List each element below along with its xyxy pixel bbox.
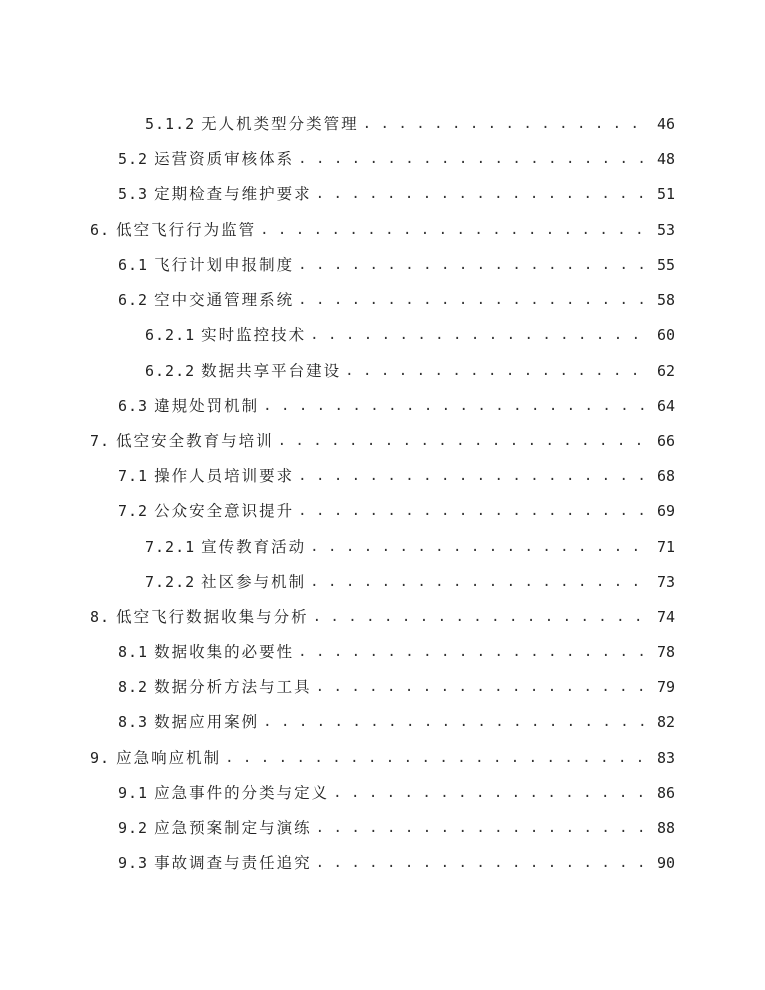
toc-page-number: 55	[656, 256, 675, 274]
toc-entry-label	[118, 675, 316, 699]
toc-entry-label	[118, 147, 298, 171]
toc-entry-title: 違規处罚机制	[154, 397, 260, 415]
toc-entry-number: 9.	[90, 749, 111, 767]
toc-entry-number: 5.1.2	[145, 115, 196, 133]
toc-entry-label	[145, 359, 345, 383]
toc-entry[interactable]	[118, 675, 675, 699]
toc-dot-leader	[363, 112, 651, 136]
toc-entry[interactable]	[118, 147, 675, 171]
toc-entry-number: 8.2	[118, 678, 149, 696]
toc-entry[interactable]	[118, 640, 675, 664]
toc-entry-number: 6.2.1	[145, 326, 196, 344]
toc-entry-title: 应急响应机制	[116, 749, 222, 767]
toc-entry-label	[145, 323, 310, 347]
toc-entry[interactable]	[118, 464, 675, 488]
toc-entry-label	[118, 253, 298, 277]
toc-entry[interactable]	[118, 781, 675, 805]
toc-dot-leader	[278, 429, 651, 453]
toc-dot-leader	[225, 746, 651, 770]
toc-entry[interactable]	[145, 359, 675, 383]
toc-entry-title: 低空安全教育与培训	[116, 432, 274, 450]
toc-entry[interactable]	[118, 288, 675, 312]
toc-entry-title: 公众安全意识提升	[154, 502, 295, 520]
toc-page-number: 68	[656, 467, 675, 485]
toc-dot-leader	[298, 288, 651, 312]
toc-dot-leader	[298, 464, 651, 488]
toc-entry-label	[118, 288, 298, 312]
toc-entry[interactable]	[118, 253, 675, 277]
toc-entry-number: 5.3	[118, 185, 149, 203]
toc-entry[interactable]	[118, 499, 675, 523]
toc-entry-title: 应急事件的分类与定义	[154, 784, 330, 802]
toc-dot-leader	[316, 851, 651, 875]
toc-page-number: 82	[656, 713, 675, 731]
toc-entry-label	[145, 112, 363, 136]
toc-entry-number: 9.3	[118, 854, 149, 872]
toc-entry-label	[118, 464, 298, 488]
toc-entry-number: 7.2	[118, 502, 149, 520]
toc-entry-label	[118, 394, 263, 418]
toc-page-number: 71	[656, 538, 675, 556]
toc-entry-title: 定期检查与维护要求	[154, 185, 312, 203]
toc-entry-title: 飞行计划申报制度	[154, 256, 295, 274]
toc-page-number: 60	[656, 326, 675, 344]
toc-dot-leader	[316, 675, 651, 699]
toc-page-number: 74	[656, 608, 675, 626]
toc-page-number: 78	[656, 643, 675, 661]
toc-entry-title: 低空飞行行为监管	[116, 221, 257, 239]
toc-entry-title: 数据共享平台建设	[201, 362, 342, 380]
toc-dot-leader	[298, 253, 651, 277]
toc-entry[interactable]	[90, 218, 675, 242]
toc-page-number: 86	[656, 784, 675, 802]
toc-entry-number: 7.1	[118, 467, 149, 485]
toc-entry-label	[90, 218, 260, 242]
toc-page-number: 79	[656, 678, 675, 696]
toc-entry-title: 运营资质审核体系	[154, 150, 295, 168]
toc-page-number: 66	[656, 432, 675, 450]
toc-entry[interactable]	[145, 535, 675, 559]
toc-page-number: 46	[656, 115, 675, 133]
toc-entry-title: 社区参与机制	[201, 573, 307, 591]
toc-entry-label	[118, 640, 298, 664]
toc-entry-label	[118, 182, 316, 206]
toc-page-number: 90	[656, 854, 675, 872]
toc-entry-title: 数据分析方法与工具	[154, 678, 312, 696]
toc-entry-label	[118, 781, 333, 805]
toc-entry-title: 实时监控技术	[201, 326, 307, 344]
toc-entry-title: 事故调查与责任追究	[154, 854, 312, 872]
toc-dot-leader	[333, 781, 651, 805]
toc-entry-number: 6.	[90, 221, 111, 239]
toc-entry-number: 7.2.2	[145, 573, 196, 591]
toc-entry-title: 宣传教育活动	[201, 538, 307, 556]
toc-entry[interactable]	[90, 605, 675, 629]
toc-entry[interactable]	[118, 851, 675, 875]
toc-page-number: 69	[656, 502, 675, 520]
toc-entry-title: 低空飞行数据收集与分析	[116, 608, 309, 626]
toc-entry-label	[118, 851, 316, 875]
toc-entry-label	[145, 535, 310, 559]
toc-dot-leader	[310, 570, 651, 594]
toc-entry-label	[145, 570, 310, 594]
toc-dot-leader	[310, 323, 651, 347]
toc-entry[interactable]	[118, 182, 675, 206]
toc-page-number: 64	[656, 397, 675, 415]
toc-dot-leader	[298, 499, 651, 523]
toc-entry-label	[118, 710, 263, 734]
toc-dot-leader	[313, 605, 651, 629]
toc-dot-leader	[298, 147, 651, 171]
toc-page-number: 88	[656, 819, 675, 837]
toc-dot-leader	[316, 816, 651, 840]
toc-page-number: 58	[656, 291, 675, 309]
toc-entry-label	[90, 746, 225, 770]
toc-entry[interactable]	[118, 816, 675, 840]
toc-entry-title: 空中交通管理系统	[154, 291, 295, 309]
toc-entry-number: 7.	[90, 432, 111, 450]
toc-entry-number: 9.2	[118, 819, 149, 837]
toc-entry-number: 5.2	[118, 150, 149, 168]
toc-entry-number: 6.1	[118, 256, 149, 274]
toc-dot-leader	[260, 218, 651, 242]
toc-page-number: 83	[656, 749, 675, 767]
toc-entry-title: 数据应用案例	[154, 713, 260, 731]
toc-entry-title: 数据收集的必要性	[154, 643, 295, 661]
toc-entry-label	[90, 429, 278, 453]
toc-entry[interactable]	[145, 323, 675, 347]
toc-entry[interactable]	[118, 710, 675, 734]
toc-dot-leader	[298, 640, 651, 664]
toc-entry-label	[90, 605, 313, 629]
toc-page-number: 48	[656, 150, 675, 168]
toc-entry-label	[118, 499, 298, 523]
toc-page-number: 51	[656, 185, 675, 203]
toc-entry-number: 8.1	[118, 643, 149, 661]
toc-entry[interactable]	[90, 746, 675, 770]
toc-dot-leader	[310, 535, 651, 559]
toc-page-number: 73	[656, 573, 675, 591]
toc-entry-number: 6.2	[118, 291, 149, 309]
toc-entry-title: 无人机类型分类管理	[201, 115, 359, 133]
toc-page-number: 53	[656, 221, 675, 239]
toc-entry-number: 8.	[90, 608, 111, 626]
toc-entry-number: 7.2.1	[145, 538, 196, 556]
toc-dot-leader	[263, 394, 651, 418]
toc-page-number: 62	[656, 362, 675, 380]
toc-entry[interactable]	[145, 570, 675, 594]
toc-entry-number: 8.3	[118, 713, 149, 731]
toc-entry[interactable]	[90, 429, 675, 453]
toc-entry-number: 6.2.2	[145, 362, 196, 380]
toc-dot-leader	[263, 710, 651, 734]
toc-entry-number: 9.1	[118, 784, 149, 802]
toc-entry-label	[118, 816, 316, 840]
toc-dot-leader	[316, 182, 651, 206]
toc-dot-leader	[345, 359, 651, 383]
toc-entry[interactable]	[145, 112, 675, 136]
toc-entry-title: 操作人员培训要求	[154, 467, 295, 485]
toc-entry-number: 6.3	[118, 397, 149, 415]
toc-entry[interactable]	[118, 394, 675, 418]
toc-entry-title: 应急预案制定与演练	[154, 819, 312, 837]
